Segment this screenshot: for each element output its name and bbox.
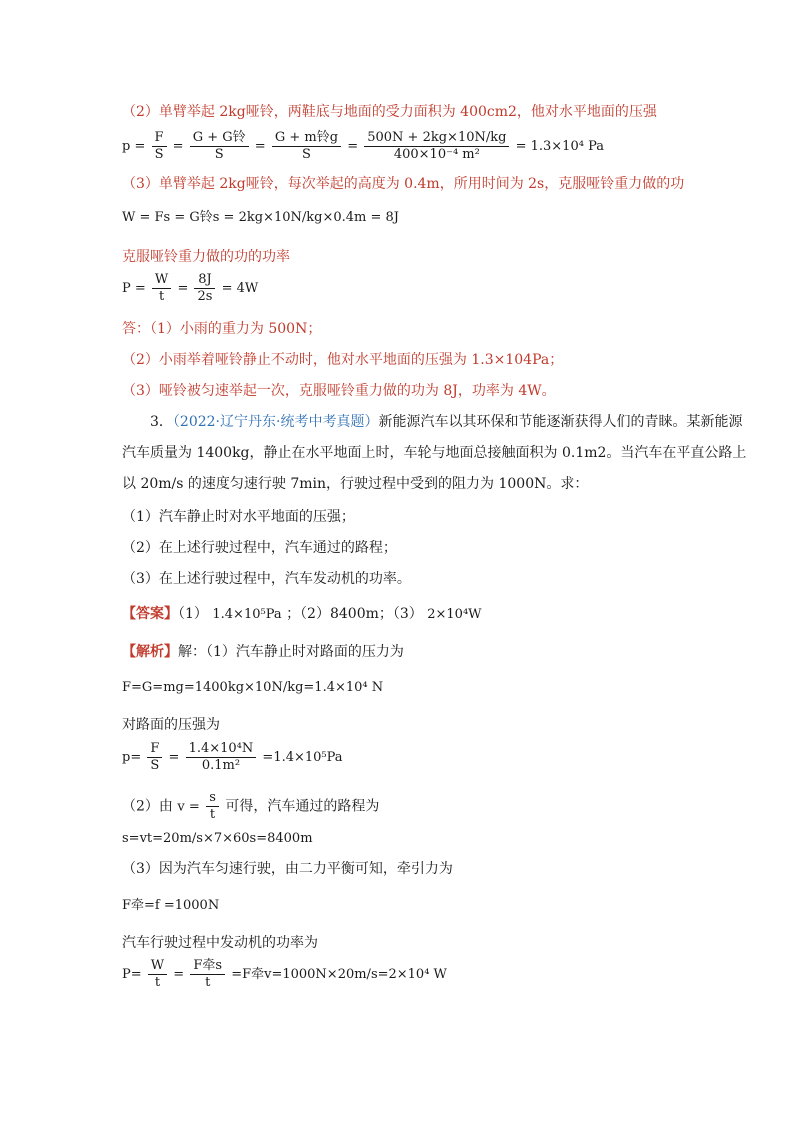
engine-power-intro: 汽车行驶过程中发动机的功率为 [122,935,318,951]
answer-1: 答：（1）小雨的重力为 500N； [122,321,322,337]
answer-2: （2）小雨举着哑铃静止不动时，他对水平地面的压强为 1.3×104Pa； [122,352,564,368]
force-equation: F=G=mg=1400kg×10N/kg=1.4×10⁴ N [122,680,384,695]
answer-tag: 【答案】 [122,606,178,622]
fraction-g-mg: $\frac{\text{G + m铃g}}{S}$ [272,130,341,163]
answer-3: （3）哑铃被匀速举起一次，克服哑铃重力做的功为 8J，功率为 4W。 [122,383,556,399]
answer-line: 【答案】（1） 1.4×10⁵Pa ；（2）8400m；（3） 2×10⁴W [122,606,482,622]
traction-equation: F牵=f =1000N [122,898,220,913]
eq-lhs: p = [122,139,146,154]
part3-heading: （3）单臂举起 2kg哑铃，每次举起的高度为 0.4m，所用时间为 2s，克服哑铃重力做的功 [122,176,685,192]
question-3-line3: 以 20m/s 的速度匀速行驶 7min，行驶过程中受到的阻力为 1000N。求： [122,476,589,492]
analysis-intro: 【解析】解：（1）汽车静止时对路面的压力为 [122,644,404,660]
fraction-g-sum: $\frac{\text{G + G铃}}{S}$ [190,130,249,163]
question-3-sub1: （1）汽车静止时对水平地面的压强； [122,509,355,525]
power-equation: P = $\frac{W}{t}$ = $\frac{8J}{2s}$ = 4W [122,272,259,304]
traction-intro: （3）因为汽车匀速行驶，由二力平衡可知，牵引力为 [122,861,453,877]
question-3-sub2: （2）在上述行驶过程中，汽车通过的路程； [122,540,397,556]
question-number: 3． [150,414,173,430]
power-intro: 克服哑铃重力做的功的功率 [122,249,290,265]
analysis-tag: 【解析】 [122,644,178,660]
part2-heading: （2）单臂举起 2kg哑铃，两鞋底与地面的受力面积为 400cm2，他对水平地面的压强 [122,104,657,120]
question-3-line1: 3．（2022·辽宁丹东·统考中考真题）新能源汽车以其环保和节能逐渐获得人们的青睐。某新能源 [150,414,743,430]
pressure-calc: p= $\frac{F}{S}$ = $\frac{\text{1.4×10⁴N}}{\text{0.1m²}}$ =1.4×10⁵Pa [122,741,343,773]
question-3-sub3: （3）在上述行驶过程中，汽车发动机的功率。 [122,571,411,587]
engine-power-equation: P= $\frac{W}{t}$ = $\frac{\text{F牵s}}{t}$ =F牵v=1000N×20m/s=2×10⁴ W [122,958,447,990]
question-3-line2: 汽车质量为 1400kg，静止在水平地面上时，车轮与地面总接触面积为 0.1m2。当汽车在平直公路上 [122,445,747,461]
fraction-values: $\frac{500N + 2kg\times 10N/kg}{\text{400×10⁻⁴ m²}}$ [364,130,509,163]
fraction-f-s: $\frac{F}{S}$ [152,130,167,163]
work-equation: W = Fs = G铃s = 2kg×10N/kg×0.4m = 8J [122,210,399,225]
pressure-equation: p = $\frac{F}{S}$ = $\frac{\text{G + G铃}}{S}$ = $\frac{\text{G + m铃g}}{S}$ = $\frac{500N + 2kg\times 10N/kg}{\text{400×10⁻⁴ m²}}$ = 1.3×10⁴ Pa [122,130,604,162]
distance-intro: （2）由 v = $\frac{s}{t}$ 可得，汽车通过的路程为 [122,790,380,822]
pressure-intro: 对路面的压强为 [122,717,220,733]
question-source: （2022·辽宁丹东·统考中考真题） [172,414,379,430]
distance-equation: s=vt=20m/s×7×60s=8400m [122,831,313,846]
